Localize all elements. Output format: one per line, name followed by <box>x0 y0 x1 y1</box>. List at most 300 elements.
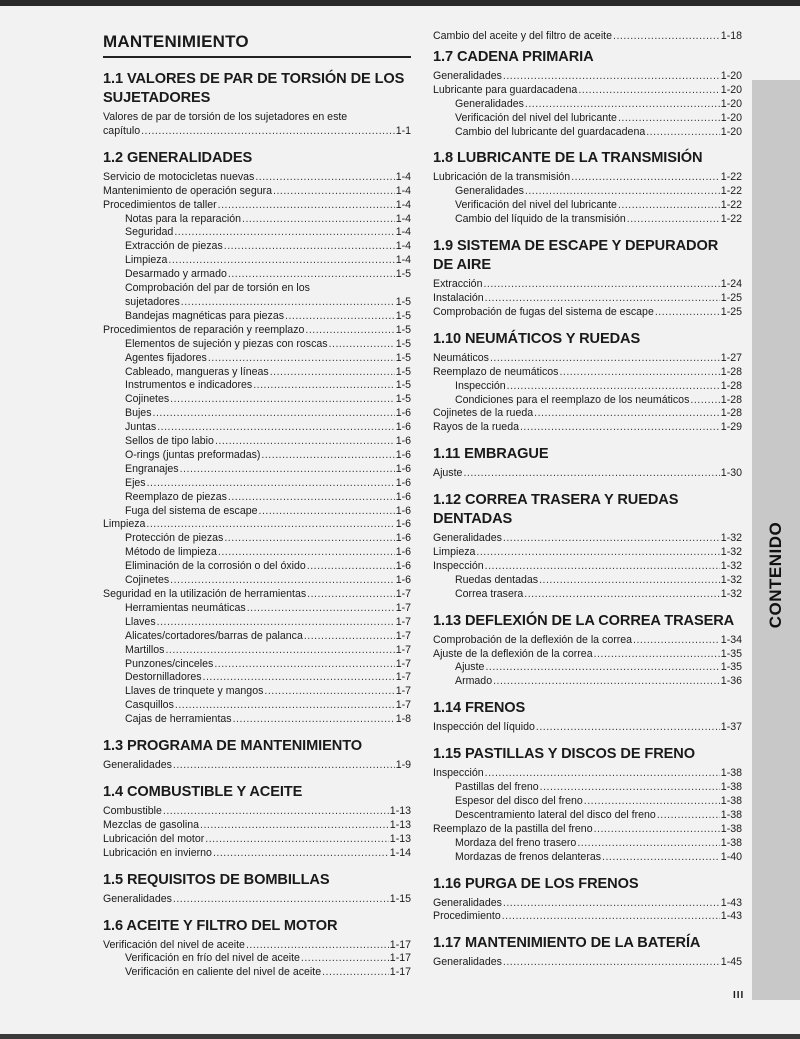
toc-leader-dots <box>157 421 394 435</box>
toc-entry[interactable] <box>433 837 742 851</box>
toc-leader-dots <box>228 491 395 505</box>
toc-entry-page: 1-5 <box>395 351 411 364</box>
toc-entry-page: 1-45 <box>720 956 742 969</box>
toc-leader-dots <box>571 171 720 185</box>
toc-sections-left <box>103 70 411 980</box>
toc-leader-dots <box>520 421 720 435</box>
toc-entry[interactable] <box>433 394 742 408</box>
toc-leader-dots <box>215 435 395 449</box>
toc-leader-dots <box>525 98 720 112</box>
toc-entry[interactable] <box>103 847 411 861</box>
toc-entry-text: Fuga del sistema de escape <box>125 504 258 517</box>
section-title[interactable]: 1.2 GENERALIDADES <box>103 149 253 166</box>
toc-entry-page: 1-43 <box>720 896 742 909</box>
toc-leader-dots <box>485 767 720 781</box>
toc-leader-dots <box>157 616 395 630</box>
toc-leader-dots <box>305 324 394 338</box>
side-tab-label: CONTENIDO <box>766 521 785 629</box>
toc-entry[interactable] <box>433 126 742 140</box>
toc-entry[interactable] <box>103 713 411 727</box>
toc-entry-text: Generalidades <box>433 69 502 82</box>
toc-entry-page: 1-18 <box>720 30 742 42</box>
section-title[interactable]: 1.10 NEUMÁTICOS Y RUEDAS <box>433 330 641 347</box>
toc-entry[interactable] <box>103 644 411 658</box>
toc-entry[interactable] <box>103 213 411 227</box>
toc-entry-text: Procedimientos de taller <box>103 198 217 211</box>
toc-entry-page: 1-6 <box>395 504 411 517</box>
toc-entry[interactable] <box>433 721 742 735</box>
toc-section <box>103 917 411 981</box>
toc-entry[interactable] <box>103 226 411 240</box>
toc-entry[interactable] <box>433 84 742 98</box>
section-title[interactable]: 1.4 COMBUSTIBLE Y ACEITE <box>103 783 303 800</box>
toc-entry-text: Generalidades <box>103 892 172 905</box>
toc-entry[interactable] <box>433 70 742 84</box>
toc-leader-dots <box>301 952 389 966</box>
toc-leader-dots <box>594 823 720 837</box>
toc-entry[interactable] <box>103 268 411 282</box>
toc-entry[interactable] <box>103 111 411 139</box>
toc-entry-page: 1-20 <box>720 69 742 82</box>
toc-leader-dots <box>559 366 719 380</box>
toc-entry[interactable] <box>103 759 411 773</box>
toc-entry[interactable] <box>103 477 411 491</box>
toc-entry[interactable] <box>103 952 411 966</box>
toc-leader-dots <box>261 449 394 463</box>
toc-leader-dots <box>503 70 720 84</box>
toc-entry-page: 1-1 <box>395 124 411 137</box>
toc-entry[interactable] <box>433 910 742 924</box>
toc-entry[interactable] <box>433 306 742 320</box>
toc-entry[interactable] <box>433 278 742 292</box>
toc-entry-page: 1-36 <box>720 675 742 688</box>
toc-entry-text: Neumáticos <box>433 351 489 364</box>
toc-entry-text: Condiciones para el reemplazo de los neumáticos <box>455 393 690 406</box>
toc-leader-dots <box>214 658 394 672</box>
section-title[interactable]: 1.8 LUBRICANTE DE LA TRANSMISIÓN <box>433 150 703 167</box>
toc-entry[interactable] <box>433 767 742 781</box>
toc-entry-text: Generalidades <box>103 759 172 772</box>
toc-entry-page: 1-17 <box>389 938 411 951</box>
toc-entry[interactable] <box>103 819 411 833</box>
toc-entry-text: Protección de piezas <box>125 532 224 545</box>
toc-entry-page: 1-5 <box>395 309 411 322</box>
toc-section <box>103 737 411 773</box>
toc-entry-text: Alicates/cortadores/barras de palanca <box>125 629 303 642</box>
toc-entry[interactable] <box>103 574 411 588</box>
toc-entry[interactable] <box>103 833 411 847</box>
section-title[interactable]: 1.5 REQUISITOS DE BOMBILLAS <box>103 871 330 888</box>
toc-entry[interactable] <box>433 809 742 823</box>
toc-entry-page: 1-32 <box>720 546 742 559</box>
toc-entry[interactable] <box>433 897 742 911</box>
toc-leader-dots <box>539 574 720 588</box>
toc-leader-dots <box>174 226 394 240</box>
toc-entry-text: Reemplazo de la pastilla del freno <box>433 822 593 835</box>
toc-leader-dots <box>273 185 395 199</box>
toc-entry-text: Llaves de trinquete y mangos <box>125 685 264 698</box>
toc-entry-page: 1-20 <box>720 111 742 124</box>
toc-leader-dots <box>584 795 720 809</box>
toc-leader-dots <box>270 366 395 380</box>
toc-leader-dots <box>264 685 394 699</box>
toc-leader-dots <box>141 125 395 139</box>
page-number: III <box>733 990 745 1001</box>
toc-entry-text: Generalidades <box>433 896 502 909</box>
section-title[interactable]: 1.11 EMBRAGUE <box>433 446 549 463</box>
toc-entry-text: Elementos de sujeción y piezas con roscas <box>125 337 328 350</box>
toc-entry-page: 1-29 <box>720 421 742 434</box>
toc-entry[interactable] <box>433 823 742 837</box>
toc-leader-dots <box>655 306 720 320</box>
toc-entry-page: 1-35 <box>720 661 742 674</box>
toc-entry-page: 1-17 <box>389 952 411 965</box>
toc-entry-text: Comprobación de fugas del sistema de escape <box>433 305 654 318</box>
toc-entry[interactable] <box>433 588 742 602</box>
section-title[interactable]: 1.12 CORREA TRASERA Y RUEDAS DENTADAS <box>433 492 679 528</box>
toc-leader-dots <box>218 199 395 213</box>
toc-section <box>433 237 742 320</box>
toc-entry-page: 1-17 <box>389 966 411 979</box>
toc-entry-text: Cambio del aceite y del filtro de aceite <box>433 30 613 42</box>
toc-section <box>433 330 742 435</box>
toc-entry-text: Casquillos <box>125 699 174 712</box>
toc-leader-dots <box>224 532 394 546</box>
toc-entry[interactable] <box>103 505 411 519</box>
toc-entry-text: Extracción de piezas <box>125 240 223 253</box>
toc-entry[interactable] <box>103 449 411 463</box>
toc-entry-text: Mordaza del freno trasero <box>455 836 577 849</box>
toc-section <box>433 149 742 227</box>
toc-column-left <box>103 30 411 990</box>
toc-sections-right <box>433 48 742 970</box>
toc-entry-page: 1-13 <box>389 804 411 817</box>
toc-entry-text: O-rings (juntas preformadas) <box>125 448 261 461</box>
toc-entry[interactable] <box>103 379 411 393</box>
toc-entry[interactable] <box>433 112 742 126</box>
toc-entry-text: Lubricación del motor <box>103 832 205 845</box>
toc-entry-text: Cableado, mangueras y líneas <box>125 365 269 378</box>
toc-section <box>433 491 742 602</box>
toc-entry[interactable] <box>103 421 411 435</box>
toc-entry-page: 1-4 <box>395 254 411 267</box>
toc-entry-text: Inspección <box>455 379 506 392</box>
page-title: MANTENIMIENTO <box>103 32 411 58</box>
toc-entry[interactable] <box>433 352 742 366</box>
toc-entry[interactable] <box>103 393 411 407</box>
toc-entry-text: Generalidades <box>455 97 524 110</box>
toc-entry[interactable] <box>103 199 411 213</box>
toc-entry-page: 1-38 <box>720 767 742 780</box>
toc-entry[interactable] <box>433 795 742 809</box>
toc-leader-dots <box>503 897 720 911</box>
section-title[interactable]: 1.16 PURGA DE LOS FRENOS <box>433 875 639 892</box>
toc-entry-text: Armado <box>455 675 493 688</box>
toc-entry[interactable] <box>103 602 411 616</box>
section-title[interactable]: 1.1 VALORES DE PAR DE TORSIÓN DE LOS SUJETADORES <box>103 71 405 106</box>
toc-entry[interactable] <box>103 435 411 449</box>
section-title[interactable]: 1.17 MANTENIMIENTO DE LA BATERÍA <box>433 935 701 952</box>
toc-leader-dots <box>208 352 395 366</box>
toc-entry-page: 1-38 <box>720 808 742 821</box>
toc-leader-dots <box>242 213 395 227</box>
toc-entry[interactable] <box>433 781 742 795</box>
toc-entry[interactable] <box>103 616 411 630</box>
toc-section <box>433 875 742 925</box>
toc-entry-page: 1-22 <box>720 171 742 184</box>
toc-leader-dots <box>304 630 395 644</box>
toc-entry-page: 1-25 <box>720 305 742 318</box>
toc-entry-page: 1-38 <box>720 795 742 807</box>
toc-entry-page: 1-5 <box>395 379 411 392</box>
toc-entry[interactable] <box>103 630 411 644</box>
toc-entry-page: 1-7 <box>395 643 411 656</box>
toc-entry-page: 1-4 <box>395 184 411 197</box>
toc-entry[interactable] <box>433 956 742 970</box>
toc-entry-text: Mordazas de frenos delanteras <box>455 850 602 863</box>
toc-entry-text: Verificación del nivel de aceite <box>103 938 245 951</box>
toc-entry-page: 1-28 <box>720 393 742 406</box>
toc-leader-dots <box>307 560 395 574</box>
toc-leader-dots <box>503 956 720 970</box>
toc-entry-text: Engranajes <box>125 462 179 475</box>
toc-entry[interactable] <box>103 185 411 199</box>
section-title[interactable]: 1.3 PROGRAMA DE MANTENIMIENTO <box>103 738 362 755</box>
toc-entry[interactable] <box>103 658 411 672</box>
toc-entry-text: Reemplazo de piezas <box>125 490 227 503</box>
toc-entry-continued[interactable] <box>433 30 742 44</box>
toc-leader-dots <box>485 661 719 675</box>
toc-entry-text: Cambio del líquido de la transmisión <box>455 213 626 226</box>
toc-entry-page: 1-28 <box>720 365 742 378</box>
toc-entry[interactable] <box>103 560 411 574</box>
toc-entry[interactable] <box>103 407 411 421</box>
toc-entry-page: 1-5 <box>395 337 411 350</box>
toc-entry-page: 1-32 <box>720 573 742 586</box>
toc-entry-page: 1-4 <box>395 212 411 225</box>
toc-entry-page: 1-5 <box>395 323 411 336</box>
toc-entry-page: 1-7 <box>395 699 411 712</box>
section-title[interactable]: 1.15 PASTILLAS Y DISCOS DE FRENO <box>433 746 695 763</box>
toc-leader-dots <box>175 699 395 713</box>
toc-entry[interactable] <box>433 199 742 213</box>
toc-entry-text: Punzones/cinceles <box>125 657 214 670</box>
toc-entry-text: Espesor del disco del freno <box>455 795 583 807</box>
section-title[interactable]: 1.13 DEFLEXIÓN DE LA CORREA TRASERA <box>433 612 735 629</box>
toc-entry-text: Limpieza <box>433 546 476 559</box>
bottom-border <box>0 1034 800 1039</box>
toc-entry-text: Cojinetes <box>125 393 170 406</box>
toc-entry-text: Bandejas magnéticas para piezas <box>125 309 285 322</box>
toc-entry-text: Cojinetes <box>125 574 170 587</box>
toc-entry-text: Ejes <box>125 476 146 489</box>
toc-entry[interactable] <box>433 851 742 865</box>
toc-entry[interactable] <box>433 366 742 380</box>
toc-leader-dots <box>181 296 395 310</box>
toc-entry-text: Agentes fijadores <box>125 351 207 364</box>
toc-entry-page: 1-25 <box>720 291 742 304</box>
toc-entry-text: Procedimiento <box>433 910 501 923</box>
toc-leader-dots <box>493 675 720 689</box>
toc-leader-dots <box>218 546 395 560</box>
toc-leader-dots <box>534 407 720 421</box>
toc-entry-page: 1-8 <box>395 713 411 726</box>
toc-entry-page: 1-7 <box>395 671 411 684</box>
toc-entry[interactable] <box>103 588 411 602</box>
toc-entry-text: Extracción <box>433 278 483 291</box>
toc-entry[interactable] <box>103 532 411 546</box>
toc-entry[interactable] <box>103 352 411 366</box>
toc-entry[interactable] <box>103 685 411 699</box>
top-border <box>0 0 800 6</box>
toc-entry[interactable] <box>103 699 411 713</box>
toc-section <box>103 871 411 907</box>
toc-entry[interactable] <box>103 671 411 685</box>
toc-entry[interactable] <box>103 491 411 505</box>
toc-entry-text: Limpieza <box>125 254 168 267</box>
toc-leader-dots <box>203 671 395 685</box>
toc-entry-page: 1-20 <box>720 125 742 138</box>
toc-leader-dots <box>200 819 389 833</box>
toc-leader-dots <box>163 805 389 819</box>
toc-entry-page: 1-24 <box>720 278 742 291</box>
toc-entry[interactable] <box>103 518 411 532</box>
toc-entry[interactable] <box>103 310 411 324</box>
toc-entry[interactable] <box>433 185 742 199</box>
toc-entry-page: 1-6 <box>395 490 411 503</box>
toc-leader-dots <box>476 546 719 560</box>
toc-entry-text: Reemplazo de neumáticos <box>433 365 559 378</box>
toc-entry-text: Lubricación en invierno <box>103 846 212 859</box>
toc-entry-text: Cajas de herramientas <box>125 713 232 726</box>
toc-entry[interactable] <box>103 939 411 953</box>
toc-entry-text: Ruedas dentadas <box>455 573 539 586</box>
toc-entry[interactable] <box>103 546 411 560</box>
toc-entry-text: Ajuste de la deflexión de la correa <box>433 647 593 660</box>
toc-entry-page: 1-6 <box>395 421 411 434</box>
toc-section <box>433 934 742 970</box>
toc-entry[interactable] <box>103 282 411 310</box>
toc-entry-text: Verificación del nivel del lubricante <box>455 199 617 212</box>
toc-entry[interactable] <box>103 324 411 338</box>
toc-entry[interactable] <box>433 292 742 306</box>
toc-entry-line2 <box>103 125 411 139</box>
toc-leader-dots <box>485 292 720 306</box>
toc-entry[interactable] <box>103 338 411 352</box>
toc-entry[interactable] <box>103 805 411 819</box>
toc-leader-dots <box>173 759 395 773</box>
section-title[interactable]: 1.7 CADENA PRIMARIA <box>433 48 594 65</box>
toc-entry-text: Mezclas de gasolina <box>103 818 199 831</box>
toc-entry-text: Cojinetes de la rueda <box>433 407 534 420</box>
toc-entry-text: Seguridad en la utilización de herramientas <box>103 588 307 600</box>
toc-leader-dots <box>524 588 720 602</box>
toc-leader-dots <box>253 379 394 393</box>
toc-entry-text: Lubricación de la transmisión <box>433 171 571 184</box>
toc-entry[interactable] <box>433 661 742 675</box>
toc-entry-page: 1-38 <box>720 836 742 849</box>
toc-entry-text: Sellos de tipo labio <box>125 435 214 448</box>
toc-leader-dots <box>147 477 395 491</box>
toc-leader-dots <box>627 213 720 227</box>
toc-entry[interactable] <box>433 213 742 227</box>
toc-entry[interactable] <box>433 532 742 546</box>
toc-leader-dots <box>153 407 395 421</box>
toc-entry[interactable] <box>103 254 411 268</box>
toc-leader-dots <box>168 254 394 268</box>
toc-entry[interactable] <box>433 467 742 481</box>
toc-entry-text: Instrumentos e indicadores <box>125 379 253 392</box>
toc-entry-text: Procedimientos de reparación y reemplazo <box>103 323 305 336</box>
toc-entry-page: 1-38 <box>720 781 742 794</box>
toc-entry[interactable] <box>103 240 411 254</box>
toc-entry-page: 1-6 <box>395 532 411 545</box>
toc-entry[interactable] <box>433 546 742 560</box>
toc-entry[interactable] <box>433 574 742 588</box>
section-title[interactable]: 1.14 FRENOS <box>433 700 526 717</box>
toc-entry-page: 1-5 <box>395 393 411 406</box>
toc-entry-text: Inspección del líquido <box>433 721 535 734</box>
toc-entry[interactable] <box>103 463 411 477</box>
toc-entry-text: Combustible <box>103 804 162 817</box>
toc-entry-page: 1-14 <box>389 846 411 859</box>
section-title[interactable]: 1.9 SISTEMA DE ESCAPE Y DEPURADOR DE AIRE <box>433 238 719 274</box>
toc-entry[interactable] <box>433 421 742 435</box>
toc-entry-page: 1-37 <box>720 721 742 734</box>
toc-leader-dots <box>577 837 719 851</box>
toc-entry-text-cont: capítulo <box>103 124 141 137</box>
toc-entry-page: 1-7 <box>395 588 411 600</box>
toc-entry-page: 1-30 <box>720 467 742 480</box>
toc-entry-page: 1-28 <box>720 407 742 420</box>
toc-entry-text: Generalidades <box>433 532 502 545</box>
toc-entry-page: 1-5 <box>395 365 411 378</box>
toc-entry-text: Seguridad <box>125 226 174 239</box>
toc-entry-text: Cambio del lubricante del guardacadena <box>455 125 646 138</box>
toc-entry[interactable] <box>433 675 742 689</box>
toc-leader-dots <box>233 713 395 727</box>
toc-entry[interactable] <box>433 634 742 648</box>
toc-leader-dots <box>613 30 720 44</box>
toc-leader-dots <box>285 310 395 324</box>
toc-entry[interactable] <box>433 560 742 574</box>
toc-column-right <box>433 30 742 980</box>
toc-entry-text: Bujes <box>125 407 152 420</box>
toc-entry[interactable] <box>433 648 742 662</box>
toc-leader-dots <box>213 847 389 861</box>
toc-entry[interactable] <box>433 380 742 394</box>
toc-entry[interactable] <box>103 966 411 980</box>
toc-leader-dots <box>507 380 720 394</box>
toc-entry[interactable] <box>433 171 742 185</box>
toc-entry-page: 1-28 <box>720 379 742 392</box>
toc-entry-page: 1-43 <box>720 910 742 923</box>
toc-entry[interactable] <box>103 893 411 907</box>
section-title[interactable]: 1.6 ACEITE Y FILTRO DEL MOTOR <box>103 917 338 934</box>
toc-entry[interactable] <box>433 98 742 112</box>
toc-leader-dots <box>180 463 395 477</box>
toc-entry[interactable] <box>103 171 411 185</box>
toc-leader-dots <box>646 126 720 140</box>
toc-entry[interactable] <box>433 407 742 421</box>
toc-entry-text: Valores de par de torsión de los sujetadores en este <box>103 111 348 123</box>
toc-leader-dots <box>490 352 720 366</box>
toc-entry[interactable] <box>103 366 411 380</box>
toc-entry-text: Pastillas del freno <box>455 781 539 794</box>
toc-entry-page: 1-7 <box>395 657 411 670</box>
toc-entry-page: 1-22 <box>720 213 742 226</box>
toc-leader-dots <box>165 644 394 658</box>
